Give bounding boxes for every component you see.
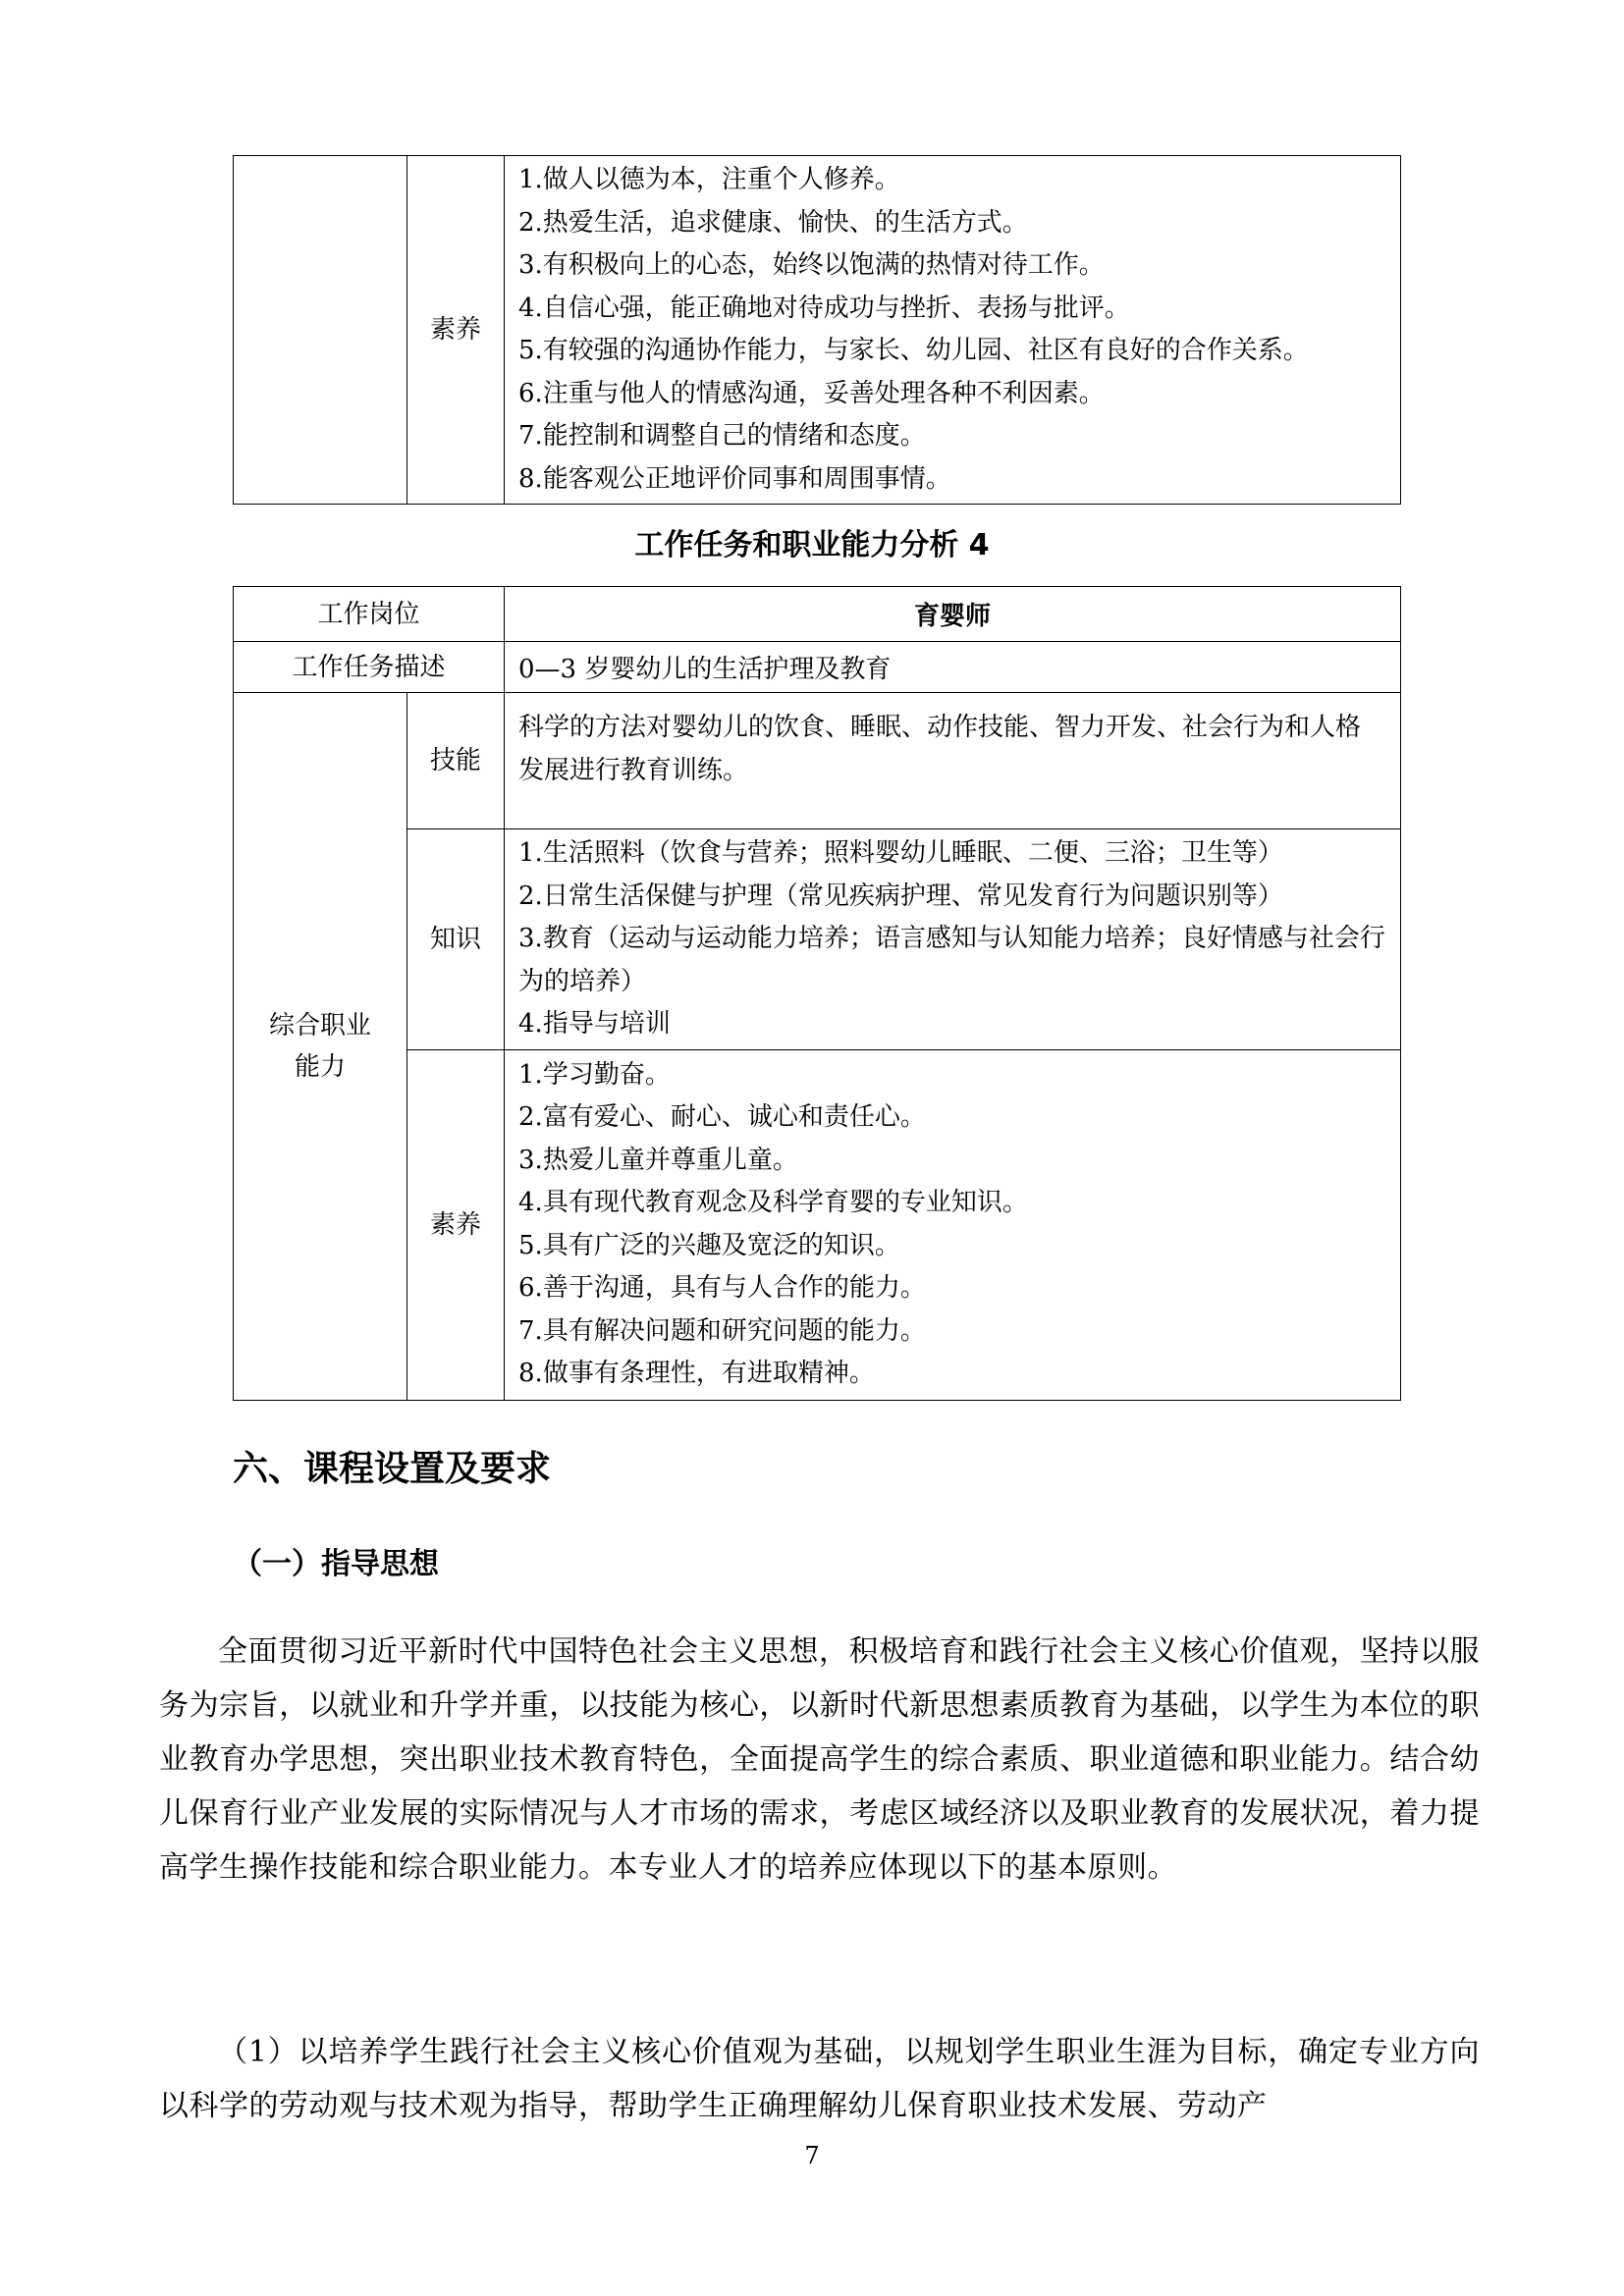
list-item: 1.做人以德为本，注重个人修养。	[518, 165, 900, 194]
body-paragraph: （1）以培养学生践行社会主义核心价值观为基础，以规划学生职业生涯为目标，确定专业方向以科学的劳动观与技术观为指导，帮助学生正确理解幼儿保育职业技术发展、劳动产	[159, 2035, 1480, 2123]
list-item: 6.善于沟通，具有与人合作的能力。	[518, 1273, 926, 1303]
list-item: 1.生活照料（饮食与营养；照料婴幼儿睡眠、二便、三浴；卫生等）	[518, 838, 1283, 868]
empty-cell	[234, 156, 407, 505]
ability-table	[233, 586, 1401, 1401]
list-item: 2.热爱生活，追求健康、愉快、的生活方式。	[518, 207, 1028, 238]
knowledge-label: 知识	[407, 829, 505, 1050]
list-item: 3.有积极向上的心态，始终以饱满的热情对待工作。	[518, 250, 1105, 280]
suyang-list	[505, 156, 1401, 505]
task-value: 0—3 岁婴幼儿的生活护理及教育	[505, 642, 1401, 693]
knowledge-list	[505, 829, 1401, 1050]
list-item: 8.能客观公正地评价同事和周围事情。	[518, 463, 951, 494]
body-paragraph: 全面贯彻习近平新时代中国特色社会主义思想，积极培育和践行社会主义核心价值观，坚持以服务为宗旨，以就业和升学并重，以技能为核心，以新时代新思想素质教育为基础，以学生为本位的职业教育办学思想，突出职业技术教育特色，全面提高学生的综合素质、职业道德和职业能力。结合幼儿保育行业产业发展的实际情况与人才市场的需求，考虑区域经济以及职业教育的发展状况，着力提高学生操作技能和综合职业能力。本专业人才的培养应体现以下的基本原则。	[159, 1634, 1480, 1885]
list-item: 5.具有广泛的兴趣及宽泛的知识。	[518, 1230, 900, 1260]
list-item: 6.注重与他人的情感沟通，妥善处理各种不利因素。	[518, 378, 1105, 408]
list-item: 3.热爱儿童并尊重儿童。	[518, 1145, 798, 1175]
list-item: 4.指导与培训	[518, 1009, 671, 1039]
list-item: 2.日常生活保健与护理（常见疾病护理、常见发育行为问题识别等）	[518, 881, 1283, 911]
job-label: 工作岗位	[234, 587, 505, 642]
list-item: 2.富有爱心、耐心、诚心和责任心。	[518, 1102, 926, 1132]
list-item: 7.具有解决问题和研究问题的能力。	[518, 1315, 926, 1346]
list-item: 4.具有现代教育观念及科学育婴的专业知识。	[518, 1188, 1028, 1217]
list-item: 8.做事有条理性，有进取精神。	[518, 1359, 875, 1388]
list-item: 4.自信心强，能正确地对待成功与挫折、表扬与批评。	[518, 293, 1130, 323]
subsection-heading: （一）指导思想	[233, 1547, 439, 1581]
row-label-suyang: 素养	[407, 156, 505, 505]
list-item: 3.教育（运动与运动能力培养；语言感知与认知能力培养；良好情感与社会行为的培养）	[518, 924, 1385, 996]
section-heading: 六、课程设置及要求	[233, 1449, 552, 1489]
suyang-list	[505, 1049, 1401, 1400]
ability-table-continued	[233, 155, 1401, 505]
page-number: 7	[804, 2142, 820, 2169]
skill-paragraph: 科学的方法对婴幼儿的饮食、睡眠、动作技能、智力开发、社会行为和人格发展进行教育训练。	[518, 713, 1362, 785]
skill-text	[505, 693, 1401, 829]
table-caption: 工作任务和职业能力分析 4	[634, 528, 990, 562]
skill-label: 技能	[407, 693, 505, 829]
ability-label: 综合职业能力	[234, 693, 407, 1401]
job-value: 育婴师	[505, 587, 1401, 642]
suyang-label: 素养	[407, 1049, 505, 1400]
list-item: 5.有较强的沟通协作能力，与家长、幼儿园、社区有良好的合作关系。	[518, 336, 1309, 365]
task-label: 工作任务描述	[234, 642, 505, 693]
list-item: 1.学习勤奋。	[518, 1059, 671, 1090]
list-item: 7.能控制和调整自己的情绪和态度。	[518, 421, 926, 451]
